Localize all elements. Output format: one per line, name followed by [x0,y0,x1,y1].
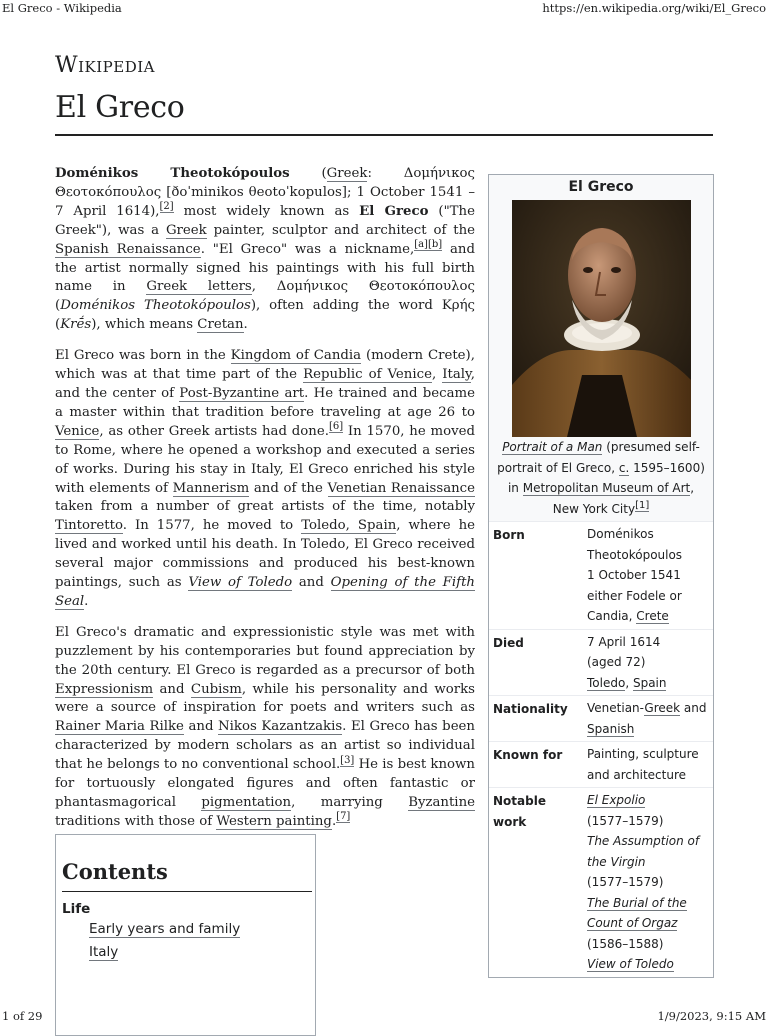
link-republic-of-venice[interactable]: Republic of Venice [303,367,432,383]
ref-1[interactable]: [1] [635,499,650,511]
link-greek-language[interactable]: Greek [326,166,368,181]
ref-2[interactable]: [2] [159,201,174,213]
link-venetian-renaissance[interactable]: Venetian Renaissance [327,480,475,496]
link-spanish-renaissance[interactable]: Spanish Renaissance [55,241,201,257]
link-met-museum[interactable]: Metropolitan Museum of Art [522,481,691,495]
link-spain[interactable]: Spain [632,675,667,690]
print-datetime: 1/9/2023, 9:15 AM [657,1009,766,1023]
paragraph-1: Doménikos Theotokópoulos (Greek: Δομήνικος Θεοτοκόπουλος [ðoˈminikos θeotoˈkopulos]; 1 October 1541 – 7 April 1614),[2] most widely known as El Greco ("The Greek"), was a Greek painter, sculptor and architect of the Spanish Renaissance. "El Greco" was a nickname,[a][b] and the artist normally signed his paintings with his full birth name in Greek letters, Δομήνικος Θεοτοκόπουλος (Doménikos Theotokópoulos), often adding the word Κρής (Krḗs), which means Cretan. [55,166,476,333]
toc-divider [62,891,312,892]
infobox-row-known-for: Known for Painting, sculpture and architecture [489,742,713,788]
wikipedia-logo[interactable]: Wikipedia [55,53,155,78]
link-venice[interactable]: Venice [55,423,100,439]
link-spanish[interactable]: Spanish [587,721,635,736]
table-of-contents [55,834,316,1036]
infobox-row-nationality: Nationality Venetian-Greek and Spanish [489,696,713,742]
link-kingdom-of-candia[interactable]: Kingdom of Candia [230,348,362,364]
link-greek-letters[interactable]: Greek letters [146,279,252,295]
link-opening-fifth-seal[interactable]: Opening of the Fifth Seal [55,575,475,609]
page-url[interactable]: https://en.wikipedia.org/wiki/El_Greco [542,1,766,15]
toc-item-italy[interactable]: Italy [89,944,119,960]
title-divider [55,134,713,136]
infobox-row-died: Died 7 April 1614 (aged 72) Toledo, Spain [489,629,713,696]
link-tintoretto[interactable]: Tintoretto [55,518,123,534]
link-circa[interactable]: c. [618,460,630,475]
ref-a-b[interactable]: [a][b] [414,239,443,251]
infobox [488,174,714,978]
link-toledo[interactable]: Toledo [587,675,626,690]
ref-6[interactable]: [6] [328,421,344,433]
browser-tab-title: El Greco - Wikipedia [2,1,122,15]
toc-section-life[interactable]: Life [62,901,91,917]
infobox-title: El Greco [568,179,634,195]
link-post-byzantine-art[interactable]: Post-Byzantine art [179,385,305,401]
link-italy[interactable]: Italy [442,367,471,383]
toc-title: Contents [62,859,168,884]
link-cubism[interactable]: Cubism [190,681,242,697]
link-byzantine[interactable]: Byzantine [408,795,475,810]
link-cretan[interactable]: Cretan [197,317,244,333]
subject-name: Doménikos Theotokópoulos [55,166,290,181]
link-kazantzakis[interactable]: Nikos Kazantzakis [218,719,343,735]
link-expressionism[interactable]: Expressionism [55,681,154,697]
page-counter: 1 of 29 [2,1009,43,1023]
link-view-of-toledo[interactable]: View of Toledo [188,575,293,591]
link-greek-nationality[interactable]: Greek [644,701,681,715]
link-rilke[interactable]: Rainer Maria Rilke [55,719,184,735]
link-view-of-toledo-work[interactable]: View of Toledo [587,957,674,971]
link-portrait-of-a-man[interactable]: Portrait of a Man [502,440,603,454]
link-el-expolio[interactable]: El Expolio [587,793,646,807]
paragraph-3: El Greco's dramatic and expressionistic style was met with puzzlement by his contemporaries but found appreciation by the 20th century. El Greco is regarded as a precursor of both Expressionism and Cubism, while his personality and works were a source of inspiration for poets and writers such as Rainer Maria Rilke and Nikos Kazantzakis. El Greco has been characterized by modern scholars as an artist so individual that he belongs to no conventional school.[3] He is best known for tortuously elongated figures and often fantastic or phantasmagorical pigmentation, marrying Byzantine traditions with those of Western painting.[7] [55,624,475,829]
paragraph-2: El Greco was born in the Kingdom of Candia (modern Crete), which was at that time part of the Republic of Venice, Italy, and the center of Post-Byzantine art. He trained and became a master within that tradition before traveling at age 26 to Venice, as other Greek artists had done.[6] In 1570, he moved to Rome, where he opened a workshop and executed a series of works. During his stay in Italy, El Greco enriched his style with elements of Mannerism and of the Venetian Renaissance taken from a number of great artists of the time, notably Tintoretto. In 1577, he moved to Toledo, Spain, where he lived and worked until his death. In Toledo, El Greco received several major commissions and produced his best-known paintings, such as View of Toledo and Opening of the Fifth Seal. [55,348,475,609]
image-caption: Portrait of a Man (presumed self-portrait of El Greco, c. 1595–1600) in Metropolitan Museum of Art, New York City[1] [497,440,705,516]
link-greek[interactable]: Greek [165,222,207,238]
ref-3[interactable]: [3] [340,754,355,766]
portrait-image[interactable] [512,200,691,437]
link-toledo-spain[interactable]: Toledo, Spain [301,518,397,534]
link-pigmentation[interactable]: pigmentation [201,795,292,810]
article-body [55,165,475,844]
infobox-row-notable-work: Notable work El Expolio (1577–1579) The Assumption of the Virgin (1577–1579) The Burial of the Count of Orgaz (1586–1588) View of Toledo [489,788,713,977]
bold-el-greco: El Greco [359,203,429,219]
ref-7[interactable]: [7] [336,811,351,823]
link-burial-count-orgaz[interactable]: The Burial of the Count of Orgaz [587,895,687,930]
toc-item-early-years[interactable]: Early years and family [89,921,241,937]
infobox-row-born: Born Doménikos Theotokópoulos 1 October 1541 either Fodele or Candia, Crete [489,522,713,630]
link-mannerism[interactable]: Mannerism [172,480,250,496]
infobox-table [489,521,713,977]
link-crete[interactable]: Crete [636,609,669,623]
page-title: El Greco [55,90,185,125]
link-western-painting[interactable]: Western painting [216,813,332,829]
